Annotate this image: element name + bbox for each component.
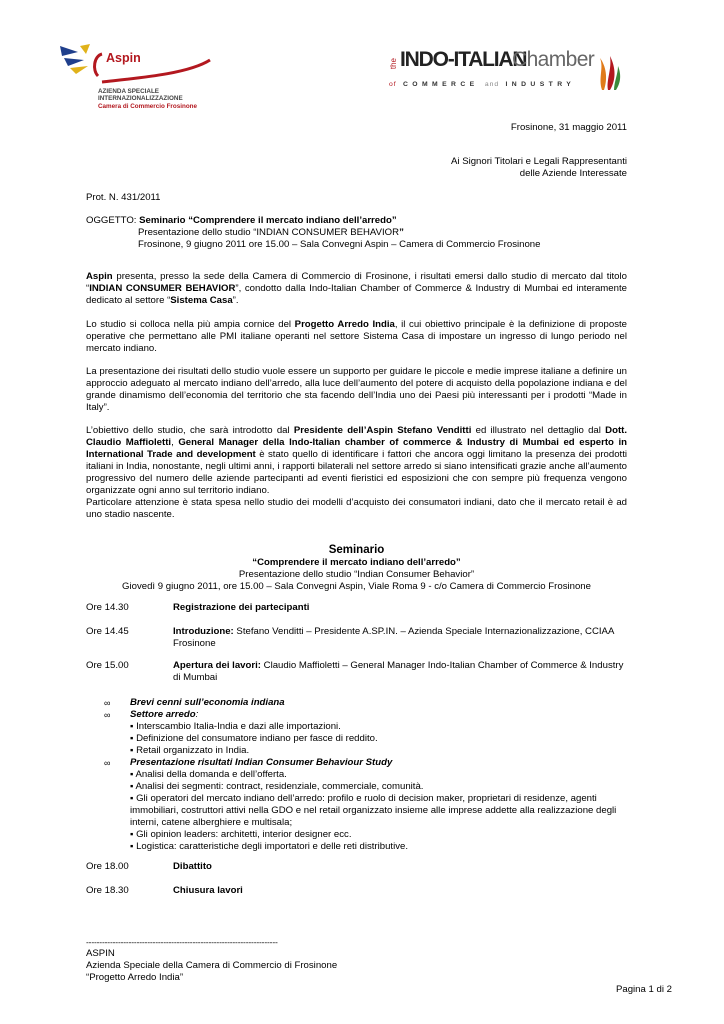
para2-project: Progetto Arredo India (294, 319, 395, 330)
para1-text: ”. (232, 295, 239, 306)
sub-item: ▪ Gli operatori del mercato indiano dell’arredo: profilo e ruolo di decision maker, proprietari di residenze, agenti immobiliari, costruttori attivi nella GDO e nel retail organizzato insieme alle imprese addette alla realizzazione degli interni, catene alberghiere e multisala; (130, 793, 617, 828)
chamber-logo-of: of (389, 81, 397, 88)
schedule-activity: Chiusura lavori (173, 885, 243, 896)
para4-doctor: Dott. Claudio Maffioletti (86, 425, 627, 448)
subject-study: Presentazione dello studio “INDIAN CONSUMER BEHAVIOR (138, 227, 400, 238)
seminar-heading: Seminario (328, 544, 385, 556)
subject-line-3: Frosinone, 9 giugno 2011 ore 15.00 – Sala Convegni Aspin – Camera di Commercio Frosinone (138, 239, 541, 250)
para1-text: ”, condotto dalla Indo-Italian Chamber of Commerce & Industry di Mumbai ed interamente dedicato al settore “ (86, 283, 627, 306)
paragraph-project (86, 319, 627, 355)
para2-text: , il cui obiettivo principale è la definizione di proposte operative che permettano alle PMI italiane operanti nel settore Sistema Casa di impostare un ingresso di lungo periodo nel mercato indiano. (86, 319, 627, 354)
para2-text: Lo studio si colloca nella più ampia cornice del (86, 319, 295, 330)
para1-title: INDIAN CONSUMER BEHAVIOR (89, 283, 236, 294)
schedule-activity-text: Stefano Venditti – Presidente A.SP.IN. – Azienda Speciale Internazionalizzazione, CCIAA Frosinone (173, 626, 614, 649)
chamber-logo-chamber: Chamber (512, 48, 595, 71)
aspin-sub-line: AZIENDA SPECIALE (98, 88, 159, 95)
footer-line: “Progetto Arredo India” (86, 972, 184, 983)
subject-line (86, 215, 646, 227)
para4-president: Presidente dell’Aspin Stefano Venditti (293, 425, 472, 436)
para4-role: General Manager della Indo-Italian chamber of commerce & Industry di Mumbai ed esperto in International Trade and development (86, 437, 627, 460)
recipient-line: Ai Signori Titolari e Legali Rappresentanti (451, 156, 627, 167)
schedule-activity-label: Apertura dei lavori: (173, 660, 261, 671)
aspin-logo (58, 42, 218, 122)
schedule-activity-text: Claudio Maffioletti – General Manager Indo-Italian Chamber of Commerce & Industry di Mumbai (173, 660, 624, 683)
page-number: Pagina 1 di 2 (615, 984, 672, 995)
schedule-activity (173, 660, 628, 684)
schedule-activity (173, 626, 628, 650)
aspin-sub-line: Camera di Commercio Frosinone (98, 102, 198, 110)
para4-text: L’obiettivo dello studio, che sarà introdotto dal (86, 425, 294, 436)
aspin-logo-subtitle (98, 88, 197, 110)
chamber-flame-icon (596, 52, 622, 92)
seminar-details: Giovedì 9 giugno 2011, ore 15.00 – Sala Convegni Aspin, Viale Roma 9 - c/o Camera di Commercio Frosinone (122, 581, 591, 592)
program-bullet-title: Settore arredo (130, 709, 196, 720)
paragraph-objective (86, 425, 627, 521)
footer-line: ASPIN (86, 948, 115, 959)
date-line: Frosinone, 31 maggio 2011 (510, 122, 627, 133)
chamber-logo-industry: INDUSTRY (505, 81, 576, 88)
sub-item: ▪ Analisi della domanda e dell’offerta. (130, 769, 287, 780)
para4-closing: Particolare attenzione è stata spesa nello studio dei modelli d’acquisto dei consumatori indiani, dato che il mercato retail è ad uno stadio nascente. (86, 497, 627, 520)
subject-line-2 (86, 227, 646, 239)
seminar-title: “Comprendere il mercato indiano dell’arredo” (252, 557, 461, 568)
program-sublist (130, 769, 628, 853)
infinity-bullet-icon: ∞ (104, 758, 111, 768)
chamber-logo (388, 48, 638, 98)
para4-text: ed illustrato nel dettaglio dal (471, 425, 606, 436)
schedule-activity: Registrazione dei partecipanti (173, 602, 310, 613)
paragraph-presentation: La presentazione dei risultati dello studio vuole essere un supporto per guidare le piccole e medie imprese italiane a definire un approccio adeguato al mercato indiano dell’arredo, alla luce dell’aumento del potere di acquisto della popolazione indiana e del grande dinamismo dell’economia del territorio che sta facendo dell’India uno dei Paesi più interessanti per i prodotti “Made in Italy”. (86, 366, 627, 413)
schedule-activity-label: Introduzione: (173, 626, 234, 637)
para1-sector: Sistema Casa (170, 295, 233, 306)
program-sublist (130, 721, 628, 757)
chamber-logo-indo-italian: INDO-ITALIAN (400, 48, 527, 71)
infinity-bullet-icon: ∞ (104, 710, 111, 720)
para4-text: è stato quello di identificare i fattori che ancora oggi limitano la presenza dei prodotti italiani in India, nonostante, negli ultimi anni, i rapporti bilaterali nel settore arredo si siano intensificati grazie anche all’aumento progressivo del numero delle aziende partecipanti ad eventi fieristici ed esposizioni che con sempre più frequenza vengono organizzate ogni anno sul territorio indiano. (86, 449, 627, 496)
footer-block (86, 948, 337, 984)
protocol-number: Prot. N. 431/2011 (86, 192, 161, 203)
schedule-time: Ore 15.00 (86, 660, 129, 671)
chamber-logo-subline (389, 79, 575, 91)
para4-main (86, 425, 627, 497)
sub-item: ▪ Retail organizzato in India. (130, 745, 250, 756)
schedule-time: Ore 18.30 (86, 885, 129, 896)
footer-rule: ------------------------------------------------------------------------ (86, 937, 278, 947)
para4-text: , (171, 437, 179, 448)
paragraph-intro (86, 271, 627, 307)
sub-item: ▪ Analisi dei segmenti: contract, residenziale, commerciale, comunità. (130, 781, 424, 792)
program-bullet-suffix: : (195, 709, 199, 720)
chamber-logo-the: the (389, 58, 398, 70)
para1-aspin: Aspin (86, 271, 113, 282)
chamber-logo-and: and (484, 81, 500, 88)
chamber-logo-commerce: COMMERCE (402, 81, 479, 88)
aspin-logo-name: Aspin (106, 51, 141, 65)
recipient (451, 156, 627, 180)
schedule-time: Ore 14.30 (86, 602, 129, 613)
footer-line: Azienda Speciale della Camera di Commercio di Frosinone (86, 960, 338, 971)
sub-item: ▪ Logistica: caratteristiche degli importatori e delle reti distributive. (130, 841, 409, 852)
subject-label: OGGETTO: (86, 215, 140, 226)
aspin-sub-line: INTERNAZIONALIZZAZIONE (98, 95, 183, 103)
infinity-bullet-icon: ∞ (104, 698, 111, 708)
recipient-line: delle Aziende Interessate (519, 168, 627, 179)
sub-item: ▪ Gli opinion leaders: architetti, interior designer ecc. (130, 829, 352, 840)
program-bullet (130, 709, 628, 721)
seminar-subtitle: Presentazione dello studio “Indian Consumer Behavior” (238, 569, 475, 580)
sub-item: ▪ Definizione del consumatore indiano per fasce di reddito. (130, 733, 378, 744)
program-bullet: Presentazione risultati Indian Consumer Behaviour Study (130, 757, 393, 768)
sub-item: ▪ Interscambio Italia-India e dazi alle importazioni. (130, 721, 341, 732)
program-bullet: Brevi cenni sull’economia indiana (130, 697, 285, 708)
schedule-time: Ore 18.00 (86, 861, 129, 872)
seminar-header (86, 543, 627, 593)
subject-block (86, 215, 646, 251)
schedule-time: Ore 14.45 (86, 626, 129, 637)
para1-text: presenta, presso la sede della Camera di Commercio di Frosinone, i risultati emersi dallo studio di mercato dal titolo “ (86, 271, 627, 294)
subject-title: Seminario “Comprendere il mercato indiano dell’arredo” (139, 215, 397, 226)
schedule-activity: Dibattito (173, 861, 212, 872)
subject-quote: ” (399, 227, 404, 238)
